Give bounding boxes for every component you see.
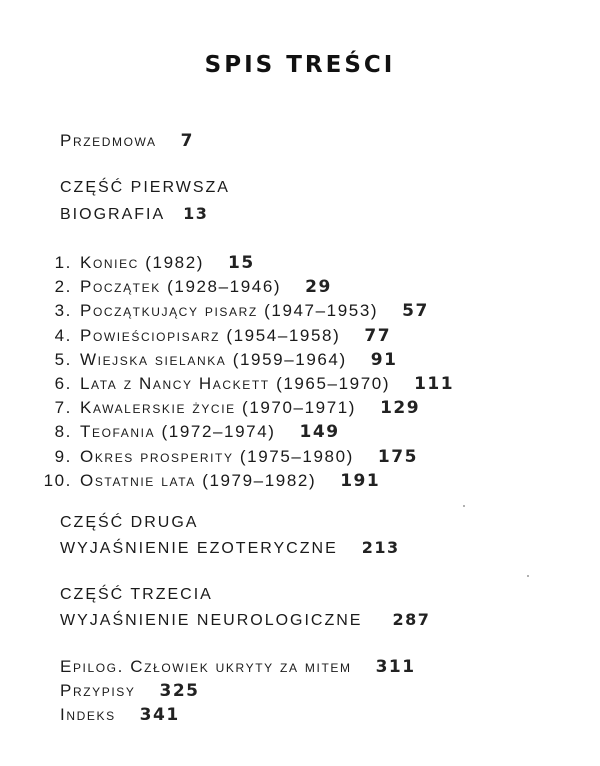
toc-entry-notes: [60, 681, 200, 701]
part2-heading: CZĘŚĆ DRUGA: [60, 514, 199, 531]
chapter-number: 9.: [54, 446, 72, 466]
entry-label: Indeks: [60, 705, 116, 724]
chapter-entry: [40, 350, 397, 370]
entry-label: WYJAŚNIENIE EZOTERYCZNE: [60, 540, 338, 557]
chapter-entry: [40, 447, 418, 467]
chapter-page: 77: [364, 325, 392, 346]
chapter-label: Kawalerskie życie (1970–1971): [80, 398, 357, 418]
chapter-page: 29: [305, 277, 332, 298]
entry-page: 325: [159, 681, 200, 701]
chapter-page: 191: [340, 470, 381, 491]
chapter-entry: [40, 253, 255, 273]
chapter-page: 149: [299, 422, 340, 443]
chapter-number: 7.: [54, 398, 72, 418]
page-title: SPIS TREŚCI: [204, 52, 396, 78]
chapter-number: 2.: [54, 277, 72, 297]
chapter-entry: [40, 398, 420, 418]
entry-page: 213: [361, 538, 400, 557]
chapter-page: 57: [402, 301, 429, 322]
entry-label: WYJAŚNIENIE NEUROLOGICZNE: [60, 612, 363, 629]
entry-label: BIOGRAFIA: [60, 206, 166, 223]
part3-subheading: [60, 610, 430, 630]
chapter-label: Teofania (1972–1974): [80, 422, 276, 442]
chapter-label: Koniec (1982): [80, 253, 205, 272]
entry-page: 13: [183, 204, 209, 223]
chapter-page: 175: [377, 446, 418, 467]
part1-heading: CZĘŚĆ PIERWSZA: [60, 179, 230, 196]
part2-subheading: [60, 538, 400, 558]
entry-page: 287: [392, 610, 431, 629]
chapter-page: 129: [380, 398, 421, 419]
entry-label: Epilog. Człowiek ukryty za mitem: [60, 657, 352, 676]
chapter-number: 3.: [54, 301, 72, 321]
chapter-entry: [40, 374, 454, 394]
chapter-label: Powieściopisarz (1954–1958): [80, 325, 341, 345]
chapter-entry: [40, 301, 429, 321]
chapter-label: Ostatnie lata (1979–1982): [80, 470, 317, 490]
toc-entry-index: [60, 705, 180, 725]
entry-label: Przedmowa: [60, 131, 157, 150]
chapter-number: 4.: [54, 325, 72, 345]
chapter-number: 8.: [54, 422, 72, 442]
chapter-label: Lata z Nancy Hackett (1965–1970): [80, 374, 391, 393]
chapter-number: 10.: [43, 470, 72, 490]
chapter-label: Początek (1928–1946): [80, 277, 282, 297]
scan-speck: [527, 575, 529, 577]
chapter-entry: [40, 422, 340, 442]
chapter-number: 1.: [54, 253, 72, 272]
chapter-number: 5.: [54, 349, 72, 369]
chapter-label: Okres prosperity (1975–1980): [80, 446, 354, 466]
chapter-page: 15: [228, 253, 255, 273]
chapter-page: 111: [414, 374, 455, 394]
chapter-label: Wiejska sielanka (1959–1964): [80, 349, 347, 369]
chapter-entry: [40, 277, 332, 297]
toc-entry-epilogue: [60, 657, 416, 677]
part3-heading: CZĘŚĆ TRZECIA: [60, 586, 213, 603]
entry-page: 7: [180, 131, 194, 151]
chapter-entry: [40, 471, 380, 491]
entry-page: 311: [375, 657, 416, 677]
scan-speck: [463, 505, 465, 507]
chapter-number: 6.: [54, 374, 72, 393]
chapter-page: 91: [370, 349, 398, 370]
part1-subheading: [60, 204, 208, 224]
chapter-label: Początkujący pisarz (1947–1953): [80, 301, 379, 321]
entry-page: 341: [139, 705, 180, 725]
toc-entry-preface: [60, 131, 194, 151]
chapter-entry: [40, 326, 391, 346]
entry-label: Przypisy: [60, 681, 136, 700]
